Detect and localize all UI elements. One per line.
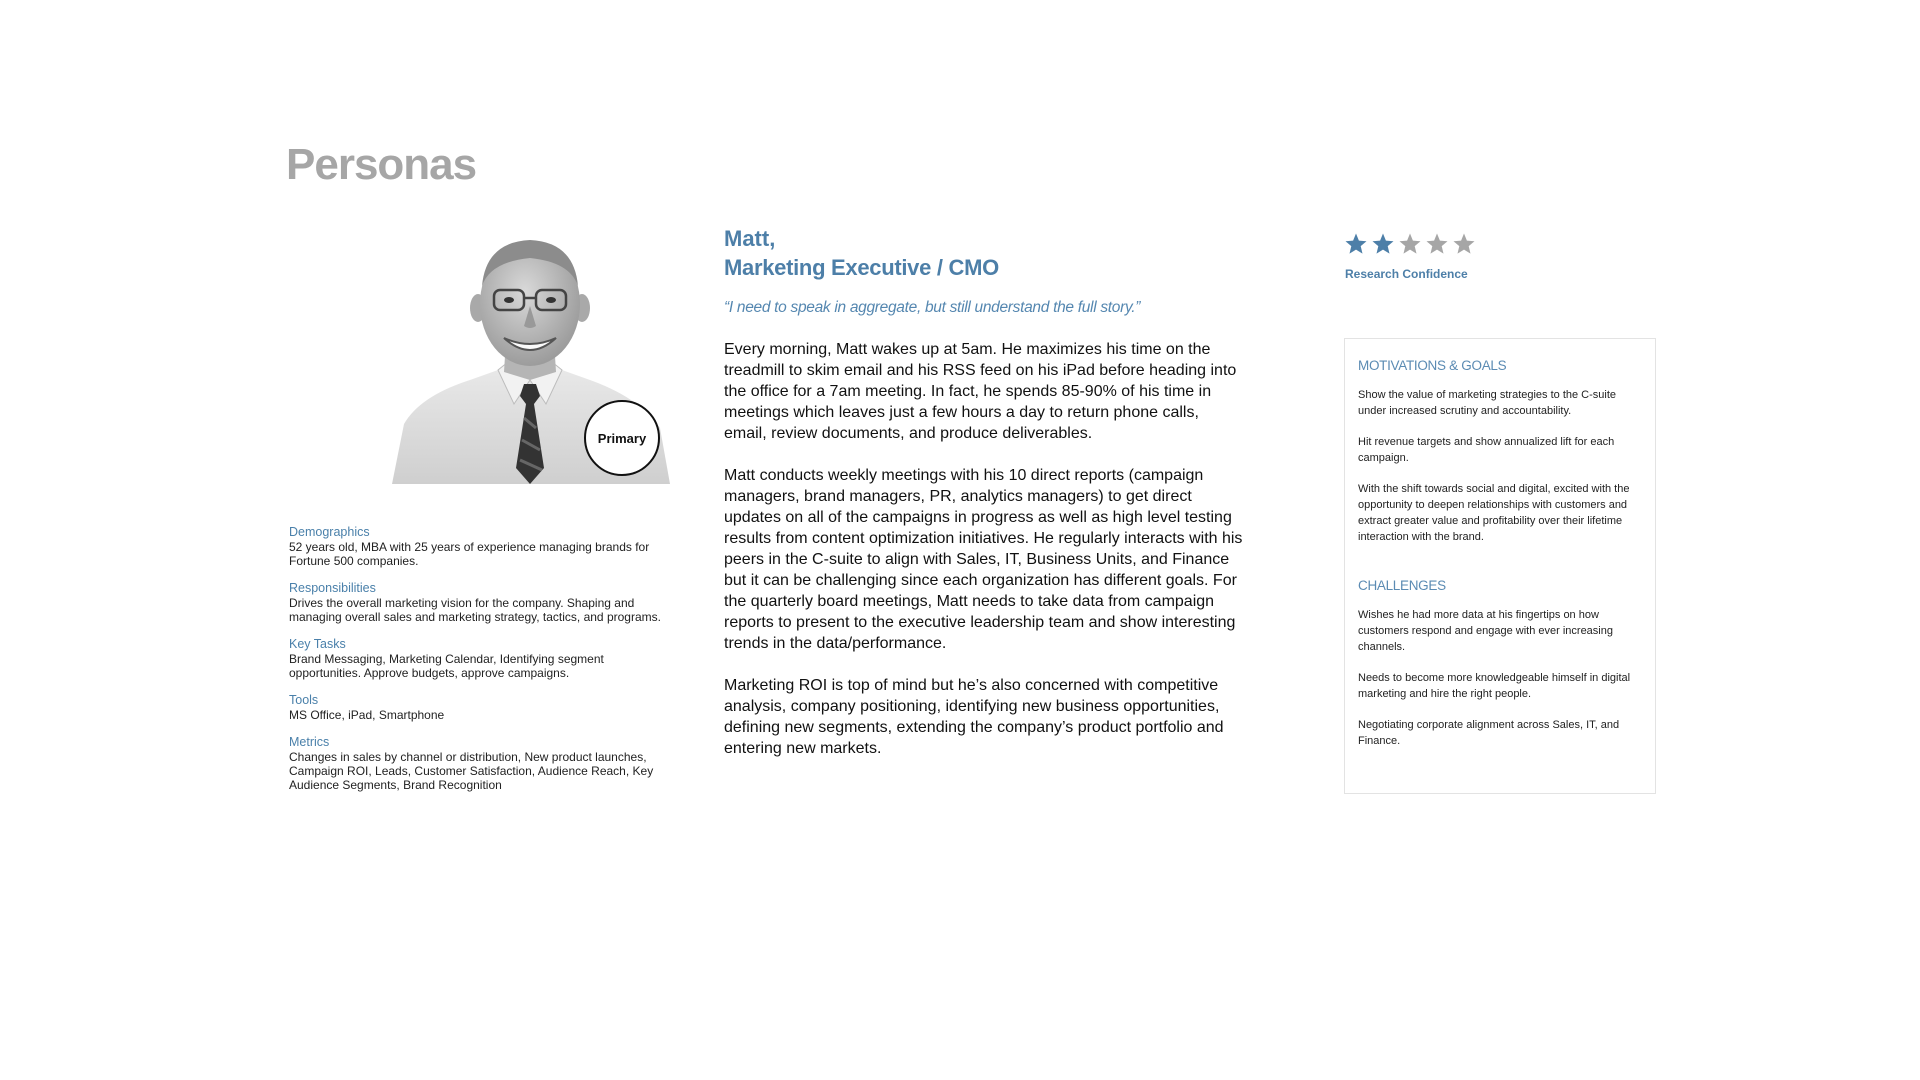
fact-text: Changes in sales by channel or distribution, New product launches, Campaign ROI, Leads, Customer Satisfaction, Audience Reach, Key Audience Segments, Brand Recognition bbox=[289, 750, 654, 792]
fact-text: MS Office, iPad, Smartphone bbox=[289, 708, 445, 722]
fact-text: Drives the overall marketing vision for the company. Shaping and managing overall sales and marketing strategy, tactics, and programs. bbox=[289, 596, 661, 624]
research-confidence-rating bbox=[1344, 232, 1476, 256]
fact-metrics bbox=[289, 735, 669, 792]
fact-label: Metrics bbox=[289, 735, 330, 749]
persona-facts bbox=[289, 525, 669, 805]
fact-label: Tools bbox=[289, 693, 319, 707]
persona-role: Marketing Executive / CMO bbox=[724, 255, 999, 280]
challenges-heading: CHALLENGES bbox=[1358, 578, 1446, 593]
star-empty-icon bbox=[1452, 232, 1476, 256]
bio-paragraph: Matt conducts weekly meetings with his 10 direct reports (campaign managers, brand managers, PR, analytics managers) to get direct updates on all of the campaigns in progress as well as high level testing results from content optimization initiatives. He regularly interacts with his peers in the C-suite to align with Sales, IT, Business Units, and Finance but it can be challenging since each organization has different goals. For the quarterly board meetings, Matt needs to take data from campaign reports to present to the executive leadership team and show interesting trends in the data/performance. bbox=[724, 467, 1243, 652]
fact-text: Brand Messaging, Marketing Calendar, Identifying segment opportunities. Approve budgets, approve campaigns. bbox=[289, 652, 604, 680]
page-title: Personas bbox=[286, 140, 477, 189]
persona-bio bbox=[724, 339, 1244, 759]
star-empty-icon bbox=[1398, 232, 1422, 256]
challenge-item: Needs to become more knowledgeable himself in digital marketing and hire the right people. bbox=[1358, 672, 1631, 700]
primary-badge: Primary bbox=[584, 400, 660, 476]
fact-key-tasks bbox=[289, 637, 669, 680]
persona-profile bbox=[724, 224, 1244, 780]
motivations-heading: MOTIVATIONS & GOALS bbox=[1358, 358, 1507, 373]
research-confidence-label: Research Confidence bbox=[1345, 267, 1468, 281]
bio-paragraph: Every morning, Matt wakes up at 5am. He maximizes his time on the treadmill to skim email and his RSS feed on his iPad before heading into the office for a 7am meeting. In fact, he spends 85-90% of his time in meetings which leaves just a few hours a day to return phone calls, email, review documents, and produce deliverables. bbox=[724, 341, 1237, 442]
persona-name: Matt, bbox=[724, 226, 776, 251]
star-empty-icon bbox=[1425, 232, 1449, 256]
star-filled-icon bbox=[1371, 232, 1395, 256]
fact-demographics bbox=[289, 525, 669, 568]
fact-label: Responsibilities bbox=[289, 581, 376, 595]
fact-label: Demographics bbox=[289, 525, 370, 539]
motivation-item: With the shift towards social and digital, excited with the opportunity to deepen relationships with customers and extract greater value and profitability over their lifetime interaction with the brand. bbox=[1358, 483, 1630, 543]
fact-text: 52 years old, MBA with 25 years of experience managing brands for Fortune 500 companies. bbox=[289, 540, 650, 568]
motivation-item: Show the value of marketing strategies to the C-suite under increased scrutiny and accountability. bbox=[1358, 389, 1617, 417]
goals-challenges-panel bbox=[1344, 338, 1656, 794]
challenge-item: Negotiating corporate alignment across Sales, IT, and Finance. bbox=[1358, 719, 1620, 747]
persona-quote: “I need to speak in aggregate, but still understand the full story.” bbox=[724, 299, 1141, 316]
bio-paragraph: Marketing ROI is top of mind but he’s also concerned with competitive analysis, company positioning, identifying new business opportunities, defining new segments, extending the company’s product portfolio and entering new markets. bbox=[724, 677, 1224, 757]
challenge-item: Wishes he had more data at his fingertips on how customers respond and engage with ever increasing channels. bbox=[1358, 609, 1613, 653]
fact-responsibilities bbox=[289, 581, 669, 624]
star-filled-icon bbox=[1344, 232, 1368, 256]
fact-label: Key Tasks bbox=[289, 637, 346, 651]
motivation-item: Hit revenue targets and show annualized lift for each campaign. bbox=[1358, 436, 1615, 464]
fact-tools bbox=[289, 693, 669, 722]
